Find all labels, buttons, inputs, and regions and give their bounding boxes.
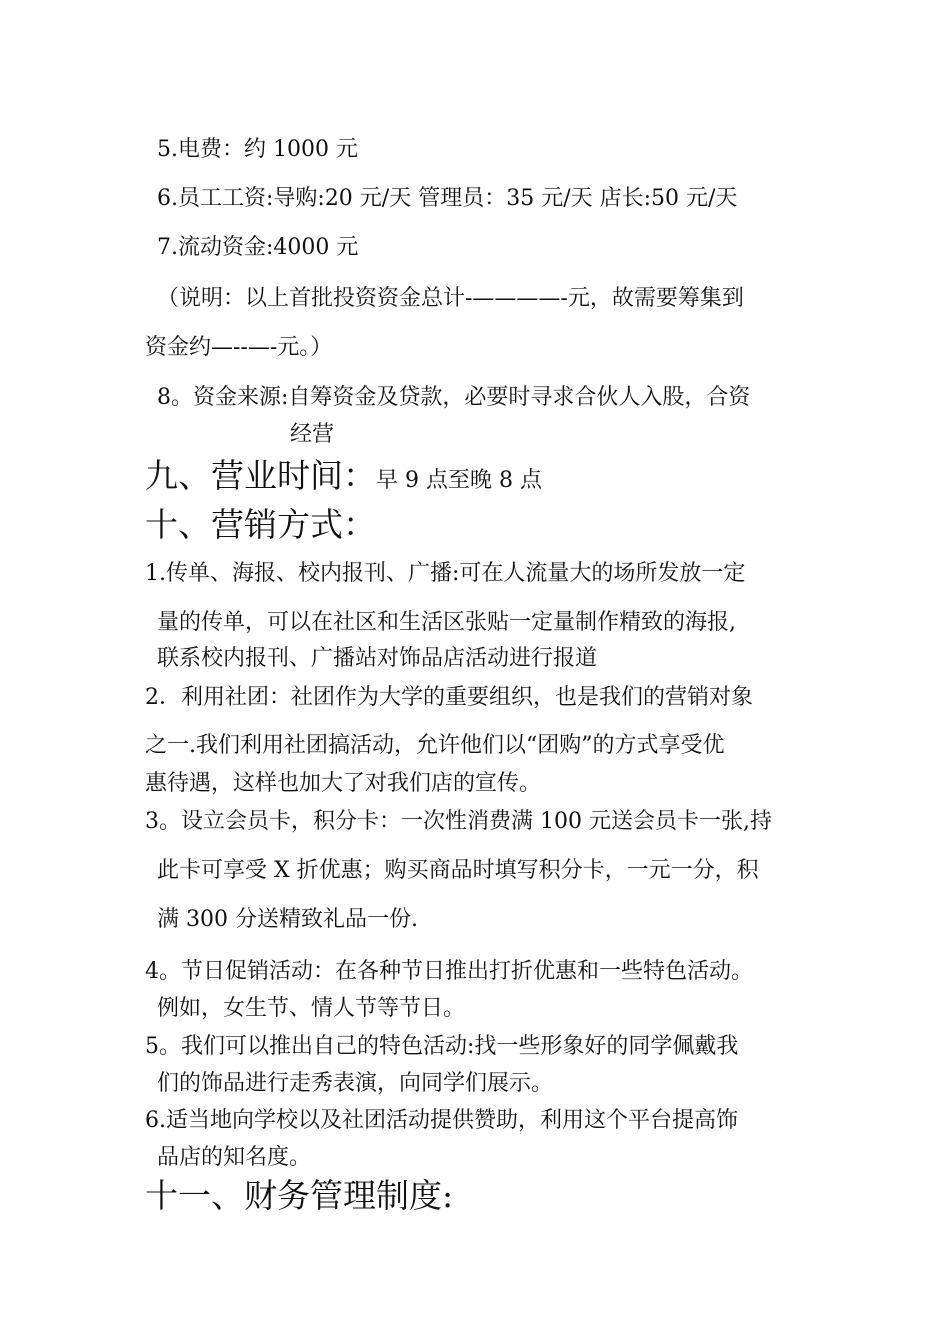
- text-line-electricity: 5.电费：约 1000 元: [157, 137, 358, 162]
- marketing-line: 4。节日促销活动：在各种节日推出打折优惠和一些特色活动。: [145, 959, 753, 984]
- marketing-line: 惠待遇，这样也加大了对我们店的宣传。: [145, 771, 542, 796]
- marketing-line: 量的传单，可以在社区和生活区张贴一定量制作精致的海报,: [157, 610, 736, 635]
- marketing-line: 2．利用社团：社团作为大学的重要组织，也是我们的营销对象: [145, 685, 753, 710]
- marketing-line: 们的饰品进行走秀表演，向同学们展示。: [157, 1071, 554, 1096]
- marketing-line: 例如，女生节、情人节等节日。: [157, 996, 466, 1021]
- marketing-line: 联系校内报刊、广播站对饰品店活动进行报道: [157, 646, 598, 671]
- business-hours-value: 早 9 点至晚 8 点: [376, 468, 542, 493]
- marketing-line: 3。设立会员卡，积分卡：一次性消费满 100 元送会员卡一张,持: [145, 809, 772, 834]
- marketing-line: 满 300 分送精致礼品一份.: [157, 907, 418, 932]
- text-line-funding-source: 8。资金来源:自筹资金及贷款，必要时寻求合伙人入股，合资: [157, 385, 751, 410]
- marketing-line: 此卡可享受 X 折优惠；购买商品时填写积分卡，一元一分，积: [157, 858, 759, 883]
- heading-text: 九、营业时间：: [145, 456, 376, 495]
- marketing-line: 6.适当地向学校以及社团活动提供赞助，利用这个平台提高饰: [145, 1108, 738, 1133]
- section-heading-financial-management: 十一、财务管理制度:: [145, 1176, 454, 1215]
- text-line-note-2: 资金约—--—-元。）: [145, 335, 333, 360]
- marketing-line: 1.传单、海报、校内报刊、广播:可在人流量大的场所发放一定: [145, 561, 746, 586]
- text-line-wages: 6.员工工资:导购:20 元/天 管理员：35 元/天 店长:50 元/天: [157, 186, 738, 211]
- text-line-note-1: （说明：以上首批投资资金总计-————-元，故需要筹集到: [157, 286, 744, 311]
- text-line-funding-source-cont: 经营: [290, 422, 335, 447]
- section-heading-business-hours: [145, 456, 542, 501]
- marketing-line: 品店的知名度。: [157, 1145, 312, 1170]
- marketing-line: 5。我们可以推出自己的特色活动:找一些形象好的同学佩戴我: [145, 1034, 739, 1059]
- section-heading-marketing: 十、营销方式：: [145, 505, 376, 544]
- text-line-working-capital: 7.流动资金:4000 元: [157, 235, 359, 260]
- marketing-line: 之一.我们利用社团搞活动，允许他们以“团购”的方式享受优: [145, 733, 725, 758]
